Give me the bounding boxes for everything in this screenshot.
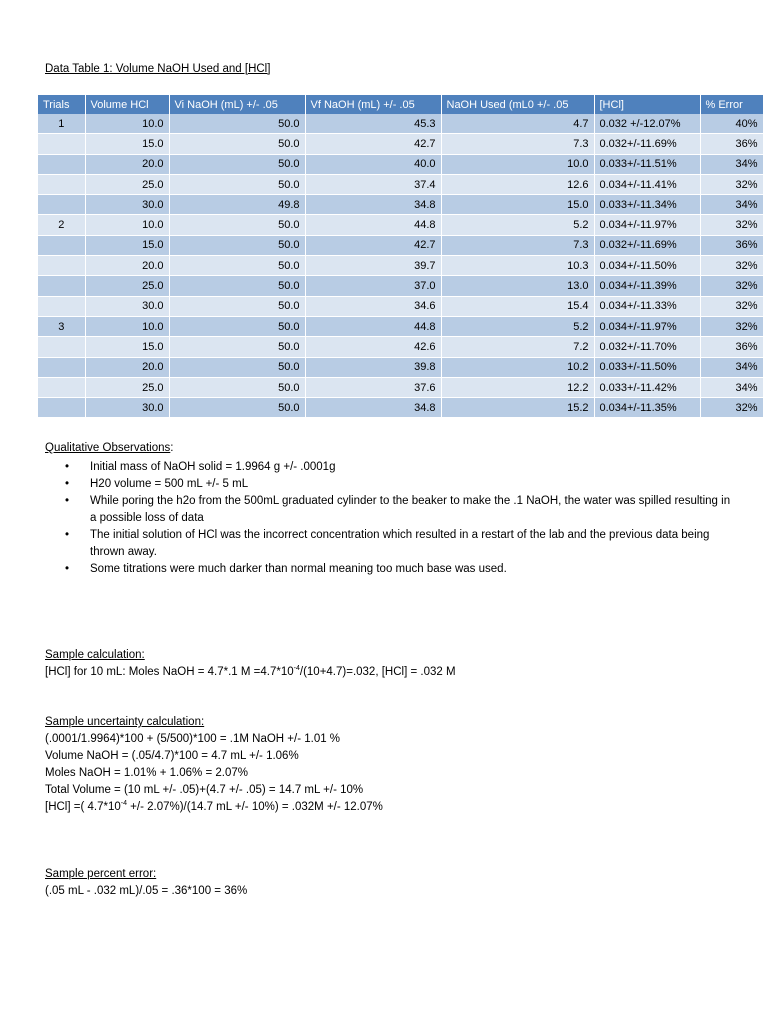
observation-item [45, 459, 735, 476]
table-row [38, 174, 763, 194]
observation-text: H20 volume = 500 mL +/- 5 mL [90, 478, 249, 490]
cell-trial: 1 [38, 114, 85, 134]
cell-hcl: 0.034+/-11.39% [594, 276, 700, 296]
header-vf-naoh: Vf NaOH (mL) +/- .05 [305, 95, 441, 114]
uncertainty-line-3: Moles NaOH = 1.01% + 1.06% = 2.07% [45, 767, 248, 779]
cell-volume-hcl: 15.0 [85, 337, 169, 357]
cell-naoh-used: 5.2 [441, 215, 594, 235]
cell-hcl: 0.034+/-11.97% [594, 215, 700, 235]
cell-hcl: 0.033+/-11.50% [594, 357, 700, 377]
cell-trial [38, 296, 85, 316]
table-row [38, 316, 763, 336]
table-row [38, 276, 763, 296]
percent-error-section [45, 866, 247, 900]
cell-vi-naoh: 50.0 [169, 276, 305, 296]
cell-percent-error: 34% [700, 154, 763, 174]
cell-trial [38, 357, 85, 377]
cell-hcl: 0.033+/-11.51% [594, 154, 700, 174]
cell-vi-naoh: 50.0 [169, 398, 305, 418]
cell-vi-naoh: 50.0 [169, 357, 305, 377]
uncertainty-line-5 [45, 799, 383, 816]
cell-percent-error: 36% [700, 235, 763, 255]
cell-hcl: 0.032+/-11.70% [594, 337, 700, 357]
table-row [38, 215, 763, 235]
observations-heading-text: Qualitative Observations [45, 442, 171, 454]
observation-text: The initial solution of HCl was the incorrect concentration which resulted in a restart of the lab and the previous data being thrown away. [90, 529, 710, 558]
bullet-icon: • [65, 461, 70, 473]
cell-hcl: 0.034+/-11.33% [594, 296, 700, 316]
observation-item [45, 493, 735, 527]
cell-trial: 2 [38, 215, 85, 235]
cell-naoh-used: 5.2 [441, 316, 594, 336]
header-volume-hcl: Volume HCl [85, 95, 169, 114]
cell-naoh-used: 12.2 [441, 377, 594, 397]
cell-vi-naoh: 50.0 [169, 316, 305, 336]
table-row [38, 154, 763, 174]
cell-volume-hcl: 10.0 [85, 114, 169, 134]
cell-vf-naoh: 34.8 [305, 195, 441, 215]
cell-vf-naoh: 42.6 [305, 337, 441, 357]
table-row [38, 256, 763, 276]
cell-vf-naoh: 37.6 [305, 377, 441, 397]
cell-naoh-used: 15.4 [441, 296, 594, 316]
cell-trial [38, 256, 85, 276]
cell-percent-error: 34% [700, 377, 763, 397]
cell-volume-hcl: 25.0 [85, 174, 169, 194]
cell-percent-error: 34% [700, 195, 763, 215]
cell-volume-hcl: 30.0 [85, 195, 169, 215]
cell-trial [38, 235, 85, 255]
cell-volume-hcl: 25.0 [85, 377, 169, 397]
header-hcl: [HCl] [594, 95, 700, 114]
cell-volume-hcl: 25.0 [85, 276, 169, 296]
observations-list [45, 459, 735, 578]
cell-volume-hcl: 20.0 [85, 357, 169, 377]
observation-item [45, 527, 735, 561]
observation-text: Some titrations were much darker than normal meaning too much base was used. [90, 563, 507, 575]
table-body [38, 114, 763, 418]
cell-hcl: 0.032+/-11.69% [594, 235, 700, 255]
cell-vf-naoh: 40.0 [305, 154, 441, 174]
cell-naoh-used: 15.0 [441, 195, 594, 215]
cell-percent-error: 32% [700, 256, 763, 276]
cell-naoh-used: 7.3 [441, 235, 594, 255]
cell-trial [38, 377, 85, 397]
cell-naoh-used: 7.3 [441, 134, 594, 154]
cell-vf-naoh: 42.7 [305, 235, 441, 255]
table-title: Data Table 1: Volume NaOH Used and [HCl] [45, 63, 271, 75]
cell-trial: 3 [38, 316, 85, 336]
cell-naoh-used: 13.0 [441, 276, 594, 296]
table-row [38, 195, 763, 215]
cell-vi-naoh: 50.0 [169, 174, 305, 194]
cell-vi-naoh: 50.0 [169, 114, 305, 134]
cell-vf-naoh: 39.7 [305, 256, 441, 276]
cell-naoh-used: 10.3 [441, 256, 594, 276]
percent-error-line: (.05 mL - .032 mL)/.05 = .36*100 = 36% [45, 885, 248, 897]
cell-vi-naoh: 50.0 [169, 215, 305, 235]
percent-error-heading: Sample percent error: [45, 868, 157, 880]
cell-volume-hcl: 30.0 [85, 398, 169, 418]
table-row [38, 296, 763, 316]
table-header-row [38, 95, 763, 114]
cell-trial [38, 174, 85, 194]
uncertainty-calculation [45, 714, 383, 816]
data-table [38, 95, 764, 418]
cell-volume-hcl: 10.0 [85, 316, 169, 336]
uncertainty-line-1: (.0001/1.9964)*100 + (5/500)*100 = .1M NaOH +/- 1.01 % [45, 733, 341, 745]
header-naoh-used: NaOH Used (mL0 +/- .05 [441, 95, 594, 114]
cell-vi-naoh: 50.0 [169, 337, 305, 357]
observation-text: While poring the h2o from the 500mL graduated cylinder to the beaker to make the .1 NaOH, the water was spilled resulting in a possible loss of data [90, 495, 731, 524]
uncertainty-line-4: Total Volume = (10 mL +/- .05)+(4.7 +/- .05) = 14.7 mL +/- 10% [45, 784, 364, 796]
cell-percent-error: 40% [700, 114, 763, 134]
table-row [38, 134, 763, 154]
cell-hcl: 0.033+/-11.42% [594, 377, 700, 397]
cell-percent-error: 32% [700, 316, 763, 336]
cell-hcl: 0.032+/-11.69% [594, 134, 700, 154]
cell-vf-naoh: 44.8 [305, 316, 441, 336]
cell-volume-hcl: 20.0 [85, 154, 169, 174]
cell-hcl: 0.034+/-11.41% [594, 174, 700, 194]
cell-volume-hcl: 20.0 [85, 256, 169, 276]
table-row [38, 357, 763, 377]
cell-naoh-used: 7.2 [441, 337, 594, 357]
sample-calc-text-b: /(10+4.7)=.032, [HCl] = .032 M [299, 666, 456, 678]
cell-vi-naoh: 50.0 [169, 296, 305, 316]
cell-percent-error: 36% [700, 134, 763, 154]
cell-percent-error: 32% [700, 215, 763, 235]
cell-naoh-used: 15.2 [441, 398, 594, 418]
cell-vi-naoh: 50.0 [169, 256, 305, 276]
cell-vi-naoh: 50.0 [169, 154, 305, 174]
cell-vi-naoh: 50.0 [169, 235, 305, 255]
cell-naoh-used: 4.7 [441, 114, 594, 134]
cell-percent-error: 32% [700, 276, 763, 296]
cell-naoh-used: 10.2 [441, 357, 594, 377]
bullet-icon: • [65, 478, 70, 490]
observations-heading [45, 442, 174, 454]
cell-naoh-used: 10.0 [441, 154, 594, 174]
cell-vi-naoh: 49.8 [169, 195, 305, 215]
sample-calc-text-a: [HCl] for 10 mL: Moles NaOH = 4.7*.1 M =4.7*10 [45, 666, 294, 678]
table-row [38, 337, 763, 357]
cell-trial [38, 134, 85, 154]
cell-volume-hcl: 15.0 [85, 134, 169, 154]
cell-vi-naoh: 50.0 [169, 134, 305, 154]
cell-hcl: 0.033+/-11.34% [594, 195, 700, 215]
header-trials: Trials [38, 95, 85, 114]
uncertainty-exponent: -4 [120, 800, 127, 807]
cell-vf-naoh: 39.8 [305, 357, 441, 377]
uncertainty-line-5-a: [HCl] =( 4.7*10 [45, 801, 121, 813]
cell-hcl: 0.032 +/-12.07% [594, 114, 700, 134]
cell-trial [38, 337, 85, 357]
cell-percent-error: 32% [700, 398, 763, 418]
observation-item [45, 476, 735, 493]
bullet-icon: • [65, 529, 70, 541]
cell-volume-hcl: 10.0 [85, 215, 169, 235]
uncertainty-line-2: Volume NaOH = (.05/4.7)*100 = 4.7 mL +/- 1.06% [45, 750, 299, 762]
cell-vf-naoh: 37.4 [305, 174, 441, 194]
cell-percent-error: 36% [700, 337, 763, 357]
cell-hcl: 0.034+/-11.97% [594, 316, 700, 336]
cell-trial [38, 276, 85, 296]
cell-volume-hcl: 30.0 [85, 296, 169, 316]
table-row [38, 377, 763, 397]
cell-vf-naoh: 34.8 [305, 398, 441, 418]
table-row [38, 398, 763, 418]
table-row [38, 235, 763, 255]
cell-percent-error: 32% [700, 296, 763, 316]
sample-calculation-line [45, 664, 456, 681]
sample-calculation [45, 647, 456, 681]
observation-item [45, 561, 735, 578]
cell-trial [38, 398, 85, 418]
cell-vf-naoh: 44.8 [305, 215, 441, 235]
cell-trial [38, 195, 85, 215]
observation-text: Initial mass of NaOH solid = 1.9964 g +/- .0001g [90, 461, 336, 473]
uncertainty-heading: Sample uncertainty calculation: [45, 716, 205, 728]
cell-hcl: 0.034+/-11.35% [594, 398, 700, 418]
observations-heading-colon: : [170, 442, 174, 454]
bullet-icon: • [65, 495, 70, 507]
table-row [38, 114, 763, 134]
cell-percent-error: 32% [700, 174, 763, 194]
cell-vf-naoh: 34.6 [305, 296, 441, 316]
cell-vi-naoh: 50.0 [169, 377, 305, 397]
header-percent-error: % Error [700, 95, 763, 114]
cell-volume-hcl: 15.0 [85, 235, 169, 255]
uncertainty-line-5-b: +/- 2.07%)/(14.7 mL +/- 10%) = .032M +/- 12.07% [126, 801, 383, 813]
header-vi-naoh: Vi NaOH (mL) +/- .05 [169, 95, 305, 114]
cell-trial [38, 154, 85, 174]
bullet-icon: • [65, 563, 70, 575]
cell-hcl: 0.034+/-11.50% [594, 256, 700, 276]
cell-naoh-used: 12.6 [441, 174, 594, 194]
cell-vf-naoh: 42.7 [305, 134, 441, 154]
cell-percent-error: 34% [700, 357, 763, 377]
sample-calc-exponent: -4 [293, 665, 300, 672]
cell-vf-naoh: 37.0 [305, 276, 441, 296]
cell-vf-naoh: 45.3 [305, 114, 441, 134]
sample-calculation-heading: Sample calculation: [45, 649, 145, 661]
